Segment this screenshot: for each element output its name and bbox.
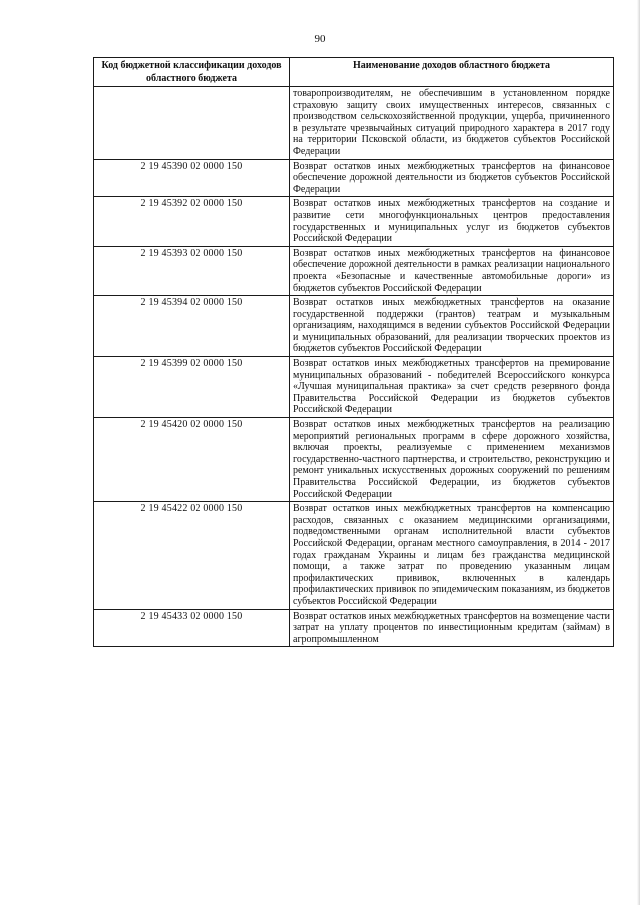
- table-row: [94, 296, 614, 357]
- cell-code: 2 19 45390 02 0000 150: [94, 159, 290, 197]
- table-header-row: [94, 58, 614, 87]
- budget-classification-table: [93, 57, 614, 647]
- cell-name: Возврат остатков иных межбюджетных трансфертов на реализацию мероприятий региональных программ в сфере дорожного хозяйства, включая проекты, реализуемые с применением механизмов государственно-частного партнерства, и строительство, реконструкцию и ремонт уникальных искусственных дорожных сооружений по решениям Правительства Российской Федерации, из бюджетов субъектов Российской Федерации: [290, 418, 614, 502]
- table-row: [94, 159, 614, 197]
- cell-code: 2 19 45394 02 0000 150: [94, 296, 290, 357]
- table-row: [94, 418, 614, 502]
- cell-code: 2 19 45420 02 0000 150: [94, 418, 290, 502]
- cell-code: 2 19 45393 02 0000 150: [94, 246, 290, 295]
- cell-code: 2 19 45433 02 0000 150: [94, 609, 290, 647]
- table-row: [94, 197, 614, 246]
- cell-name: Возврат остатков иных межбюджетных трансфертов на финансовое обеспечение дорожной деятельности из бюджетов субъектов Российской Федерации: [290, 159, 614, 197]
- cell-name: Возврат остатков иных межбюджетных трансфертов на премирование муниципальных образований - победителей Всероссийского конкурса «Лучшая муниципальная практика» за счет средств резервного фонда Правительства Российской Федерации из бюджетов субъектов Российской Федерации: [290, 357, 614, 418]
- cell-name: Возврат остатков иных межбюджетных трансфертов на возмещение части затрат на уплату процентов по инвестиционным кредитам (займам) в агропромышленном: [290, 609, 614, 647]
- table-row: [94, 609, 614, 647]
- cell-code: 2 19 45392 02 0000 150: [94, 197, 290, 246]
- cell-code: 2 19 45422 02 0000 150: [94, 502, 290, 609]
- cell-name: Возврат остатков иных межбюджетных трансфертов на компенсацию расходов, связанных с оказанием медицинскими организациями, подведомственными органам исполнительной власти субъектов Российской Федерации, органам местного самоуправления, в 2014 - 2017 годах гражданам Украины и лицам без гражданства медицинской помощи, а также затрат по проведению указанным лицам профилактических прививок, включенных в календарь профилактических прививок по эпидемическим показаниям, из бюджетов субъектов Российской Федерации: [290, 502, 614, 609]
- cell-code: [94, 87, 290, 160]
- page-number: 90: [314, 33, 326, 45]
- cell-name: товаропроизводителям, не обеспечившим в установленном порядке страховую защиту своих имущественных интересов, связанных с производством сельскохозяйственной продукции, ущерба, причиненного в результате чрезвычайных ситуаций природного характера в 2017 году на территории Псковской области, из бюджетов субъектов Российской Федерации: [290, 87, 614, 160]
- cell-code: 2 19 45399 02 0000 150: [94, 357, 290, 418]
- table-row: [94, 502, 614, 609]
- column-header-name: Наименование доходов областного бюджета: [290, 58, 614, 87]
- table-row: [94, 246, 614, 295]
- cell-name: Возврат остатков иных межбюджетных трансфертов на оказание государственной поддержки (грантов) театрам и музыкальным организациям, находящимся в ведении субъектов Российской Федерации и муниципальных образований, для реализации творческих проектов из бюджетов субъектов Российской Федерации: [290, 296, 614, 357]
- cell-name: Возврат остатков иных межбюджетных трансфертов на финансовое обеспечение дорожной деятельности в рамках реализации национального проекта «Безопасные и качественные автомобильные дороги» из бюджетов субъектов Российской Федерации: [290, 246, 614, 295]
- table-row: [94, 357, 614, 418]
- column-header-code: Код бюджетной классификации доходов областного бюджета: [94, 58, 290, 87]
- cell-name: Возврат остатков иных межбюджетных трансфертов на создание и развитие сети многофункциональных центров предоставления государственных и муниципальных услуг из бюджетов субъектов Российской Федерации: [290, 197, 614, 246]
- table-row: [94, 87, 614, 160]
